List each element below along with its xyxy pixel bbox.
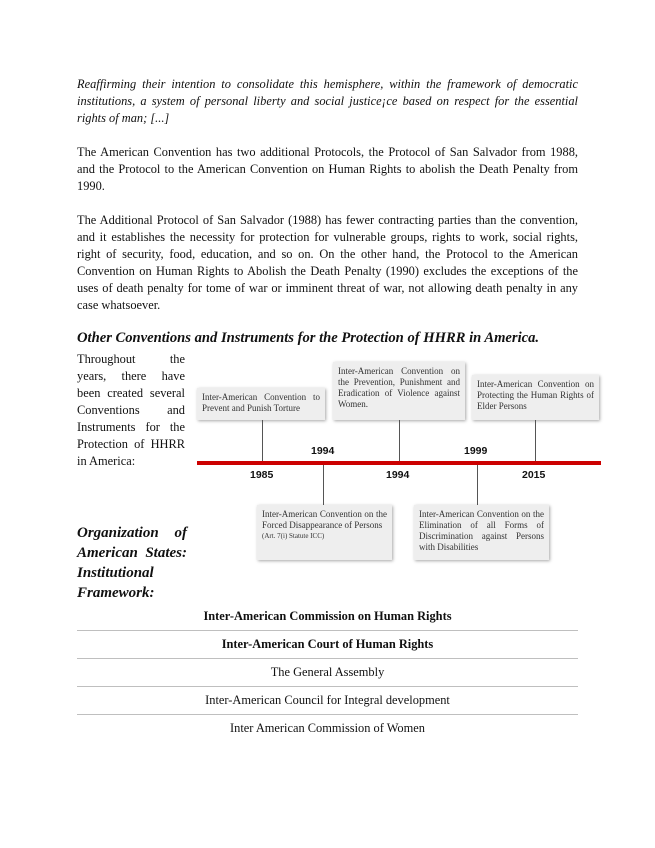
connector-1994-bottom bbox=[323, 464, 324, 505]
institutions-list bbox=[77, 603, 578, 742]
quote-paragraph: Reaffirming their intention to consolidate this hemisphere, within the framework of democratic institutions, a system of personal liberty and social justice¡ce based on respect for the essential rights of man; [...] bbox=[77, 77, 578, 125]
timeline-box-elder-persons: Inter-American Convention on Protecting the Human Rights of Elder Persons bbox=[472, 375, 599, 420]
intro-line: Instruments for the bbox=[77, 420, 185, 434]
year-label: 1985 bbox=[250, 469, 274, 481]
list-item: Inter American Commission of Women bbox=[230, 721, 425, 735]
org-title-line: American States: bbox=[77, 545, 187, 561]
timeline-box-forced-disappearance: Inter-American Convention on the Forced Disappearance of Persons (Art. 7(i) Statute ICC) bbox=[257, 505, 392, 560]
intro-line: years, there have bbox=[77, 369, 185, 383]
timeline-axis bbox=[197, 461, 601, 465]
list-item: Inter-American Council for Integral development bbox=[77, 687, 578, 715]
timeline-box-torture: Inter-American Convention to Prevent and Punish Torture bbox=[197, 388, 325, 420]
section-heading: Other Conventions and Instruments for the Protection of HHRR in America. bbox=[77, 330, 540, 346]
connector-1994-top bbox=[399, 420, 400, 462]
timeline-box-violence-women: Inter-American Convention on the Prevention, Punishment and Eradication of Violence against Women. bbox=[333, 362, 465, 420]
san-salvador-paragraph: The Additional Protocol of San Salvador (1988) has fewer contracting parties than the convention, and it establishes the necessity for protection for vulnerable groups, rights to work, social rights, right of security, food, education, and so on. On the other hand, the Protocol to the American Convention on Human Rights to Abolish the Death Penalty (1990) excludes the exceptions of the uses of death penalty for tome of war or imminent threat of war, not allowing death penalty in any case whatsoever. bbox=[77, 213, 578, 312]
org-title-line: Framework: bbox=[77, 585, 155, 601]
year-label: 1999 bbox=[464, 445, 488, 457]
intro-line: Protection of HHRR bbox=[77, 437, 185, 451]
list-item: Inter-American Court of Human Rights bbox=[77, 631, 578, 659]
connector-1985 bbox=[262, 420, 263, 462]
org-title-line: Institutional bbox=[77, 565, 154, 581]
year-label: 1994 bbox=[386, 469, 410, 481]
intro-line: been created several bbox=[77, 386, 185, 400]
org-title-line: Organization of bbox=[77, 525, 187, 541]
year-label: 1994 bbox=[311, 445, 335, 457]
year-label: 2015 bbox=[522, 469, 546, 481]
connector-2015 bbox=[535, 420, 536, 462]
intro-line: Throughout the bbox=[77, 352, 185, 366]
intro-line: in America: bbox=[77, 454, 136, 468]
org-title bbox=[77, 523, 187, 603]
timeline-box-disabilities: Inter-American Convention on the Elimination of all Forms of Discrimination against Persons with Disabilities bbox=[414, 505, 549, 560]
list-item: The General Assembly bbox=[77, 659, 578, 687]
connector-1999 bbox=[477, 464, 478, 505]
intro-line: Conventions and bbox=[77, 403, 185, 417]
protocols-paragraph: The American Convention has two additional Protocols, the Protocol of San Salvador from 1988, and the Protocol to the American Convention on Human Rights to abolish the Death Penalty from 1990. bbox=[77, 145, 578, 193]
document-body bbox=[77, 76, 578, 314]
list-item: Inter-American Commission on Human Rights bbox=[77, 603, 578, 631]
intro-text bbox=[77, 351, 185, 470]
